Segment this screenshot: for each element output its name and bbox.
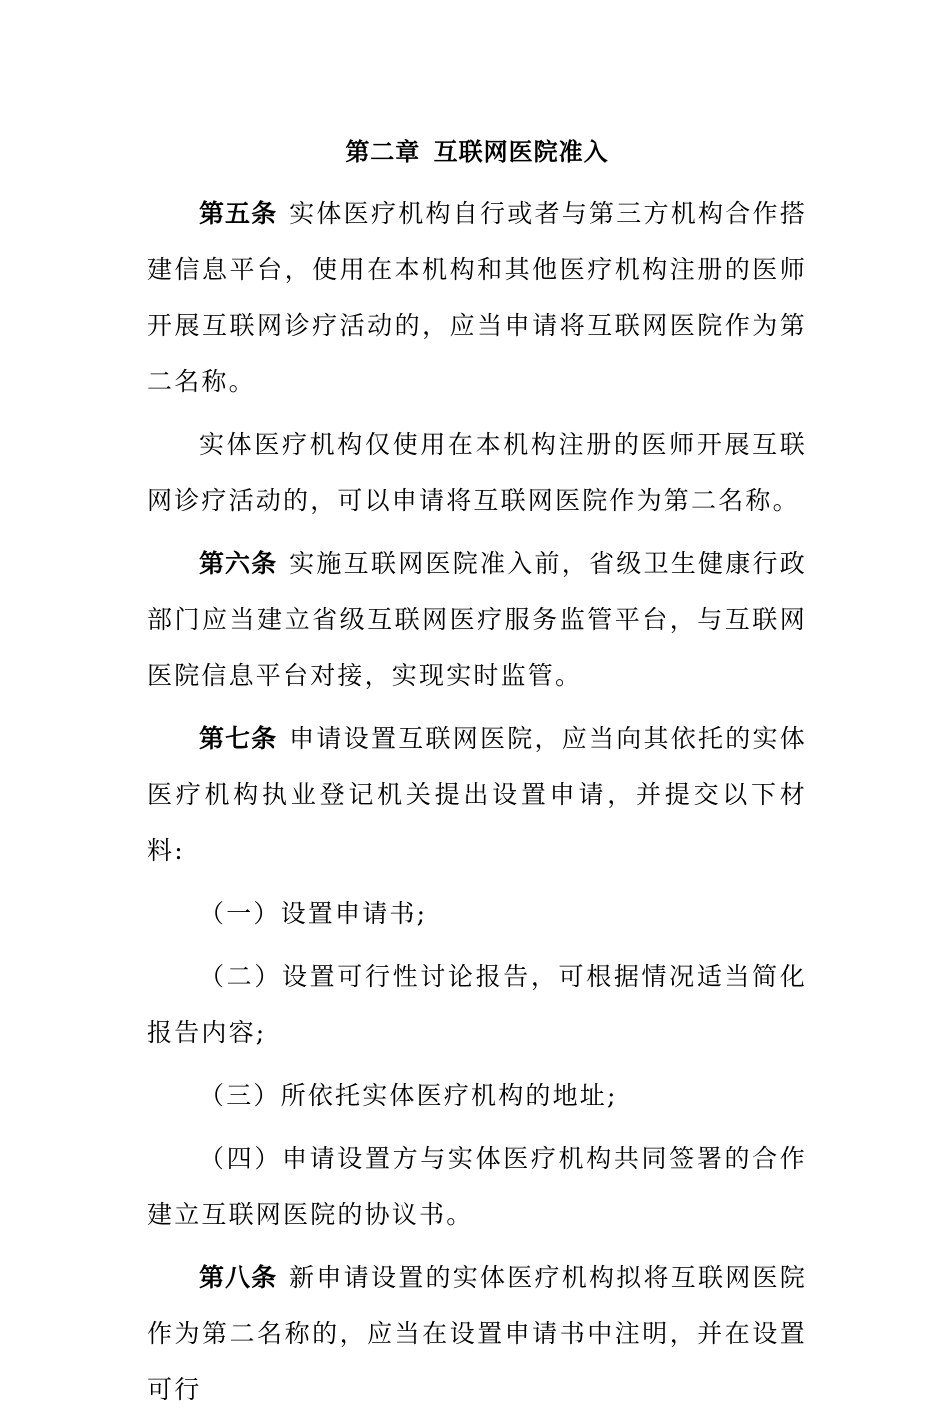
article-7-label: 第七条 — [199, 724, 278, 753]
article-6 — [147, 536, 807, 704]
chapter-title: 第二章 互联网医院准入 — [345, 138, 609, 166]
article-5-paragraph-2 — [147, 417, 807, 529]
article-5-text: 实体医疗机构自行或者与第三方机构合作搭建信息平台，使用在本机构和其他医疗机构注册的医师开展互联网诊疗活动的，应当申请将互联网医院作为第二名称。 — [147, 199, 807, 396]
list-item: （三）所依托实体医疗机构的地址; — [199, 1081, 618, 1110]
article-7-text: 申请设置互联网医院，应当向其依托的实体医疗机构执业登记机关提出设置申请，并提交以下材料: — [147, 724, 807, 865]
article-8-label: 第八条 — [199, 1263, 278, 1292]
list-item: （四）申请设置方与实体医疗机构共同签署的合作建立互联网医院的协议书。 — [147, 1144, 807, 1229]
list-item: （一）设置申请书; — [199, 899, 428, 928]
article-8-text: 新申请设置的实体医疗机构拟将互联网医院作为第二名称的，应当在设置申请书中注明，并在设置可行 — [147, 1263, 807, 1404]
list-item: （二）设置可行性讨论报告，可根据情况适当简化报告内容; — [147, 962, 807, 1047]
document-page — [147, 128, 807, 1425]
article-8 — [147, 1250, 807, 1418]
article-5 — [147, 186, 807, 410]
article-6-text: 实施互联网医院准入前，省级卫生健康行政部门应当建立省级互联网医疗服务监管平台，与互联网医院信息平台对接，实现实时监管。 — [147, 549, 807, 690]
article-5-label: 第五条 — [199, 199, 278, 228]
article-7 — [147, 711, 807, 879]
article-5-paragraph-2-text: 实体医疗机构仅使用在本机构注册的医师开展互联网诊疗活动的，可以申请将互联网医院作为第二名称。 — [147, 430, 807, 515]
article-6-label: 第六条 — [199, 549, 278, 578]
